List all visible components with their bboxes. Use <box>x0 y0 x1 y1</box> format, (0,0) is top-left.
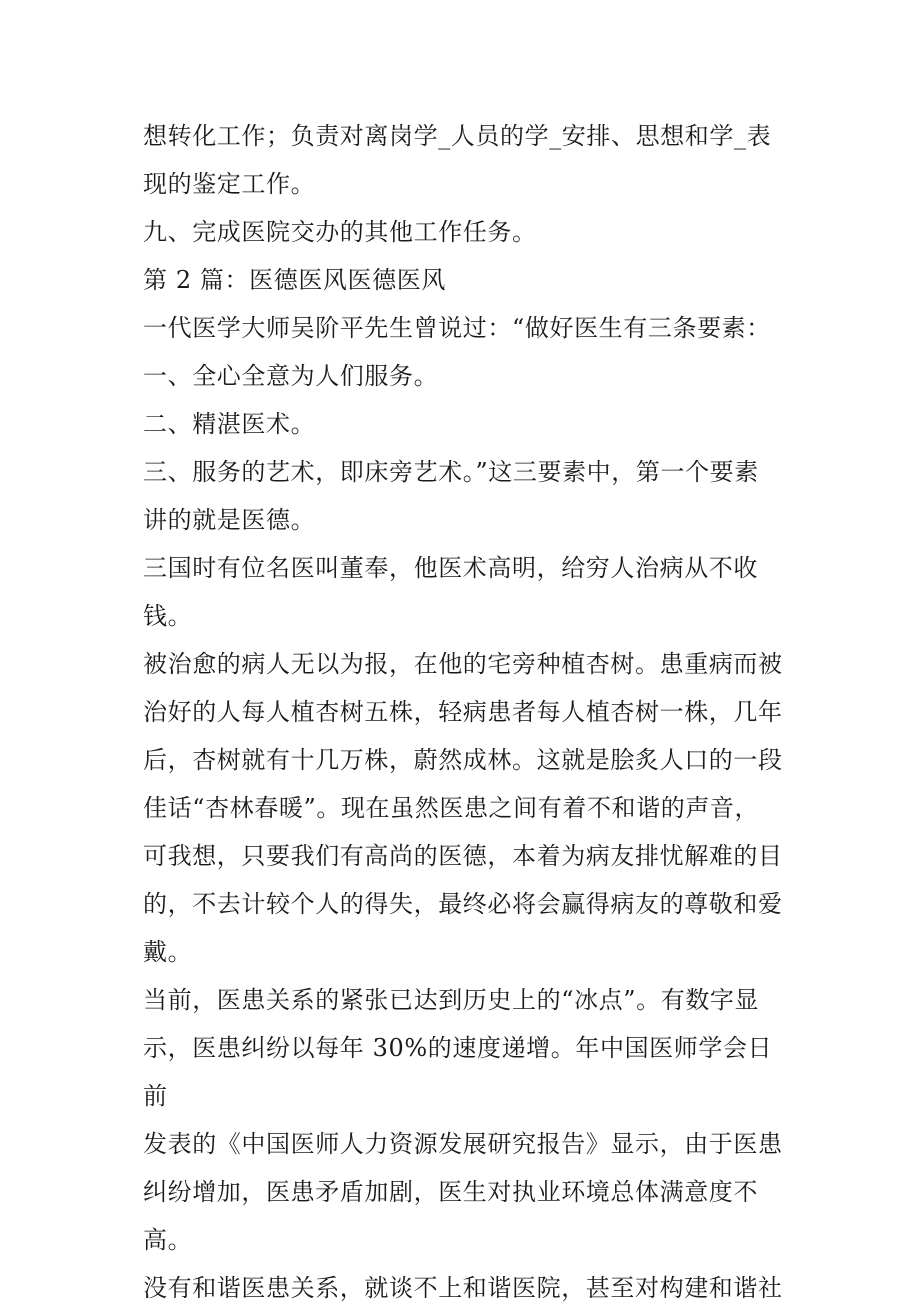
text-line: 三国时有位名医叫董奉，他医术高明，给穷人治病从不收钱。 <box>143 554 758 630</box>
text-line: 示，医患纠纷以每年 30%的速度递增。年中国医师学会日前 <box>143 1034 773 1110</box>
text-line: 现的鉴定工作。 <box>143 170 316 198</box>
text-line: 纠纷增加，医患矛盾加剧，医生对执业环境总体满意度不高。 <box>143 1178 758 1254</box>
text-line: 一代医学大师吴阶平先生曾说过：“做好医生有三条要素： <box>143 314 771 342</box>
text-line: 想转化工作；负责对离岗学_人员的学_安排、思想和学_表 <box>143 122 772 150</box>
text-line: 被治愈的病人无以为报，在他的宅旁种植杏树。患重病而被 <box>143 650 783 678</box>
section-heading: 第 2 篇：医德医风医德医风 <box>143 266 446 294</box>
text-line: 可我想，只要我们有高尚的医德，本着为病友排忧解难的目 <box>143 842 783 870</box>
text-line: 二、精湛医术。 <box>143 410 316 438</box>
text-line: 戴。 <box>143 938 193 966</box>
text-line: 佳话“杏林春暖”。现在虽然医患之间有着不和谐的声音， <box>143 794 760 822</box>
text-line: 治好的人每人植杏树五株，轻病患者每人植杏树一株，几年 <box>143 698 783 726</box>
text-line: 的，不去计较个人的得失，最终必将会赢得病友的尊敬和爱 <box>143 890 783 918</box>
text-line: 讲的就是医德。 <box>143 506 316 534</box>
text-line: 后，杏树就有十几万株，蔚然成林。这就是脍炙人口的一段 <box>143 746 783 774</box>
text-line: 一、全心全意为人们服务。 <box>143 362 439 390</box>
text-line: 三、服务的艺术，即床旁艺术。”这三要素中，第一个要素 <box>143 458 759 486</box>
text-line: 九、完成医院交办的其他工作任务。 <box>143 218 537 246</box>
document-body <box>143 112 783 1312</box>
text-line: 没有和谐医患关系，就谈不上和谐医院，甚至对构建和谐社 <box>143 1274 783 1302</box>
text-line: 发表的《中国医师人力资源发展研究报告》显示，由于医患 <box>143 1130 783 1158</box>
text-line: 当前，医患关系的紧张已达到历史上的“冰点”。有数字显 <box>143 986 760 1014</box>
